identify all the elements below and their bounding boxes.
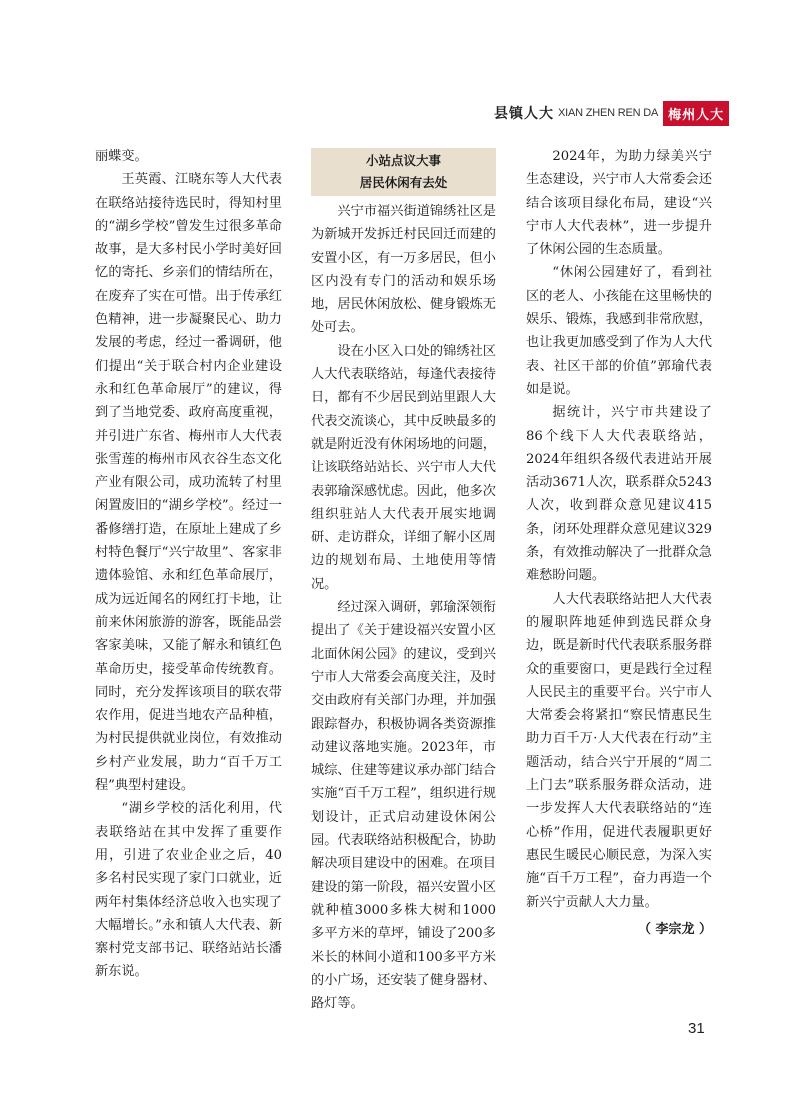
paragraph: 人大代表联络站把人大代表的履职阵地延伸到选民群众身边，既是新时代代表联系服务群众的重要窗口，更是践行全过程人民民主的重要平台。兴宁市人大常委会将紧扣“察民情惠民生助力百千万·人大代表在行动”主题活动，结合兴宁开展的“周二上门去”联系服务群众活动，进一步发挥人大代表联络站的“连心桥”作用，促进代表履职更好惠民生暖民心顺民意，为深入实施“百千万工程”，奋力再造一个新兴宁贡献人大力量。: [526, 591, 712, 910]
section-title: 县镇人大: [494, 106, 554, 122]
page-number: 31: [688, 1020, 705, 1037]
magazine-header: [494, 101, 729, 125]
subsection-heading-line-2: 居民休闲有去处: [359, 175, 448, 190]
paragraph: 设在小区入口处的锦绣社区人大代表联络站，每逢代表接待日，都有不少居民到站里跟人大代表交流谈心，其中反映最多的就是附近没有休闲场地的问题，让该联络站站长、兴宁市人大代表郭瑜深感忧虑。因此，他多次组织驻站人大代表开展实地调研、走访群众，详细了解小区周边的规划布局、土地使用等情况。: [311, 343, 496, 592]
paragraph: 经过深入调研，郭瑜深领衔提出了《关于建设福兴安置小区北面休闲公园》的建议，受到兴宁市人大常委会高度关注，及时交由政府有关部门办理，并加强跟踪督办，积极协调各类资源推动建议落地实施。2023年，市城综、住建等建议承办部门结合实施“百千万工程”，组织进行规划设计，正式启动建设休闲公园。代表联络站积极配合，协助解决项目建设中的困难。在项目建设的第一阶段，福兴安置小区就种植3000多株大树和1000多平方米的草坪，铺设了200多米长的林间小道和100多平方米的小广场，还安装了健身器材、路灯等。: [311, 600, 496, 1012]
author-byline: （ 李宗龙 ）: [637, 921, 712, 937]
paragraph: “湖乡学校的活化利用，代表联络站在其中发挥了重要作用，引进了农业企业之后，40多名村民实现了家门口就业，近两年村集体经济总收入也实现了大幅增长。”永和镇人大代表、新寨村党支部书记、联络站站长潘新东说。: [95, 801, 282, 980]
subsection-heading: [311, 148, 496, 196]
article-column-1: [95, 145, 282, 984]
paragraph: 2024年，为助力绿美兴宁生态建设，兴宁市人大常委会还结合该项目绿化布局，建设“兴宁市人大代表林”，进一步提升了休闲公园的生态质量。: [526, 149, 712, 258]
subsection-heading-line-1: 小站点议大事: [365, 153, 441, 168]
paragraph: “休闲公园建好了，看到社区的老人、小孩能在这里畅快的娱乐、锻炼，我感到非常欣慰，也让我更加感受到了作为人大代表、社区干部的价值”郭瑜代表如是说。: [526, 265, 712, 397]
brand-logo: 梅州人大: [663, 101, 729, 126]
article-column-2: [311, 148, 496, 1015]
paragraph: 据统计，兴宁市共建设了86个线下人大代表联络站，2024年组织各级代表进站开展活动3671人次，联系群众5243人次，收到群众意见建议415条，闭环处理群众意见建议329条，有效推动解决了一批群众急难愁盼问题。: [526, 405, 712, 584]
paragraph: 丽蝶变。: [95, 149, 148, 164]
article-column-3: [526, 145, 712, 941]
section-pinyin: XIAN ZHEN REN DA: [558, 107, 659, 119]
paragraph: 王英霞、江晓东等人大代表在联络站接待选民时，得知村里的“湖乡学校”曾发生过很多革命故事，是大多村民小学时美好回忆的寄托、乡亲们的情结所在，在废弃了实在可惜。出于传承红色精神，进一步凝聚民心、助力发展的考虑，经过一番调研，他们提出“关于联合村内企业建设永和红色革命展厅”的建议，得到了当地党委、政府高度重视，并引进广东省、梅州市人大代表张雪莲的梅州市风衣谷生态文化产业有限公司，成功流转了村里闲置废旧的“湖乡学校”。经过一番修缮打造，在原址上建成了乡村特色餐厅“兴宁故里”、客家非遗体验馆、永和红色革命展厅，成为远近闻名的网红打卡地，让前来休闲旅游的游客，既能品尝客家美味，又能了解永和镇红色革命历史，接受革命传统教育。同时，充分发挥该项目的联农带农作用，促进当地农产品种植，为村民提供就业岗位，有效推动乡村产业发展，助力“百千万工程”典型村建设。: [95, 172, 282, 794]
paragraph: 兴宁市福兴街道锦绣社区是为新城开发拆迁村民回迁而建的安置小区，有一万多居民，但小区内没有专门的活动和娱乐场地，居民休闲放松、健身锻炼无处可去。: [311, 204, 496, 336]
